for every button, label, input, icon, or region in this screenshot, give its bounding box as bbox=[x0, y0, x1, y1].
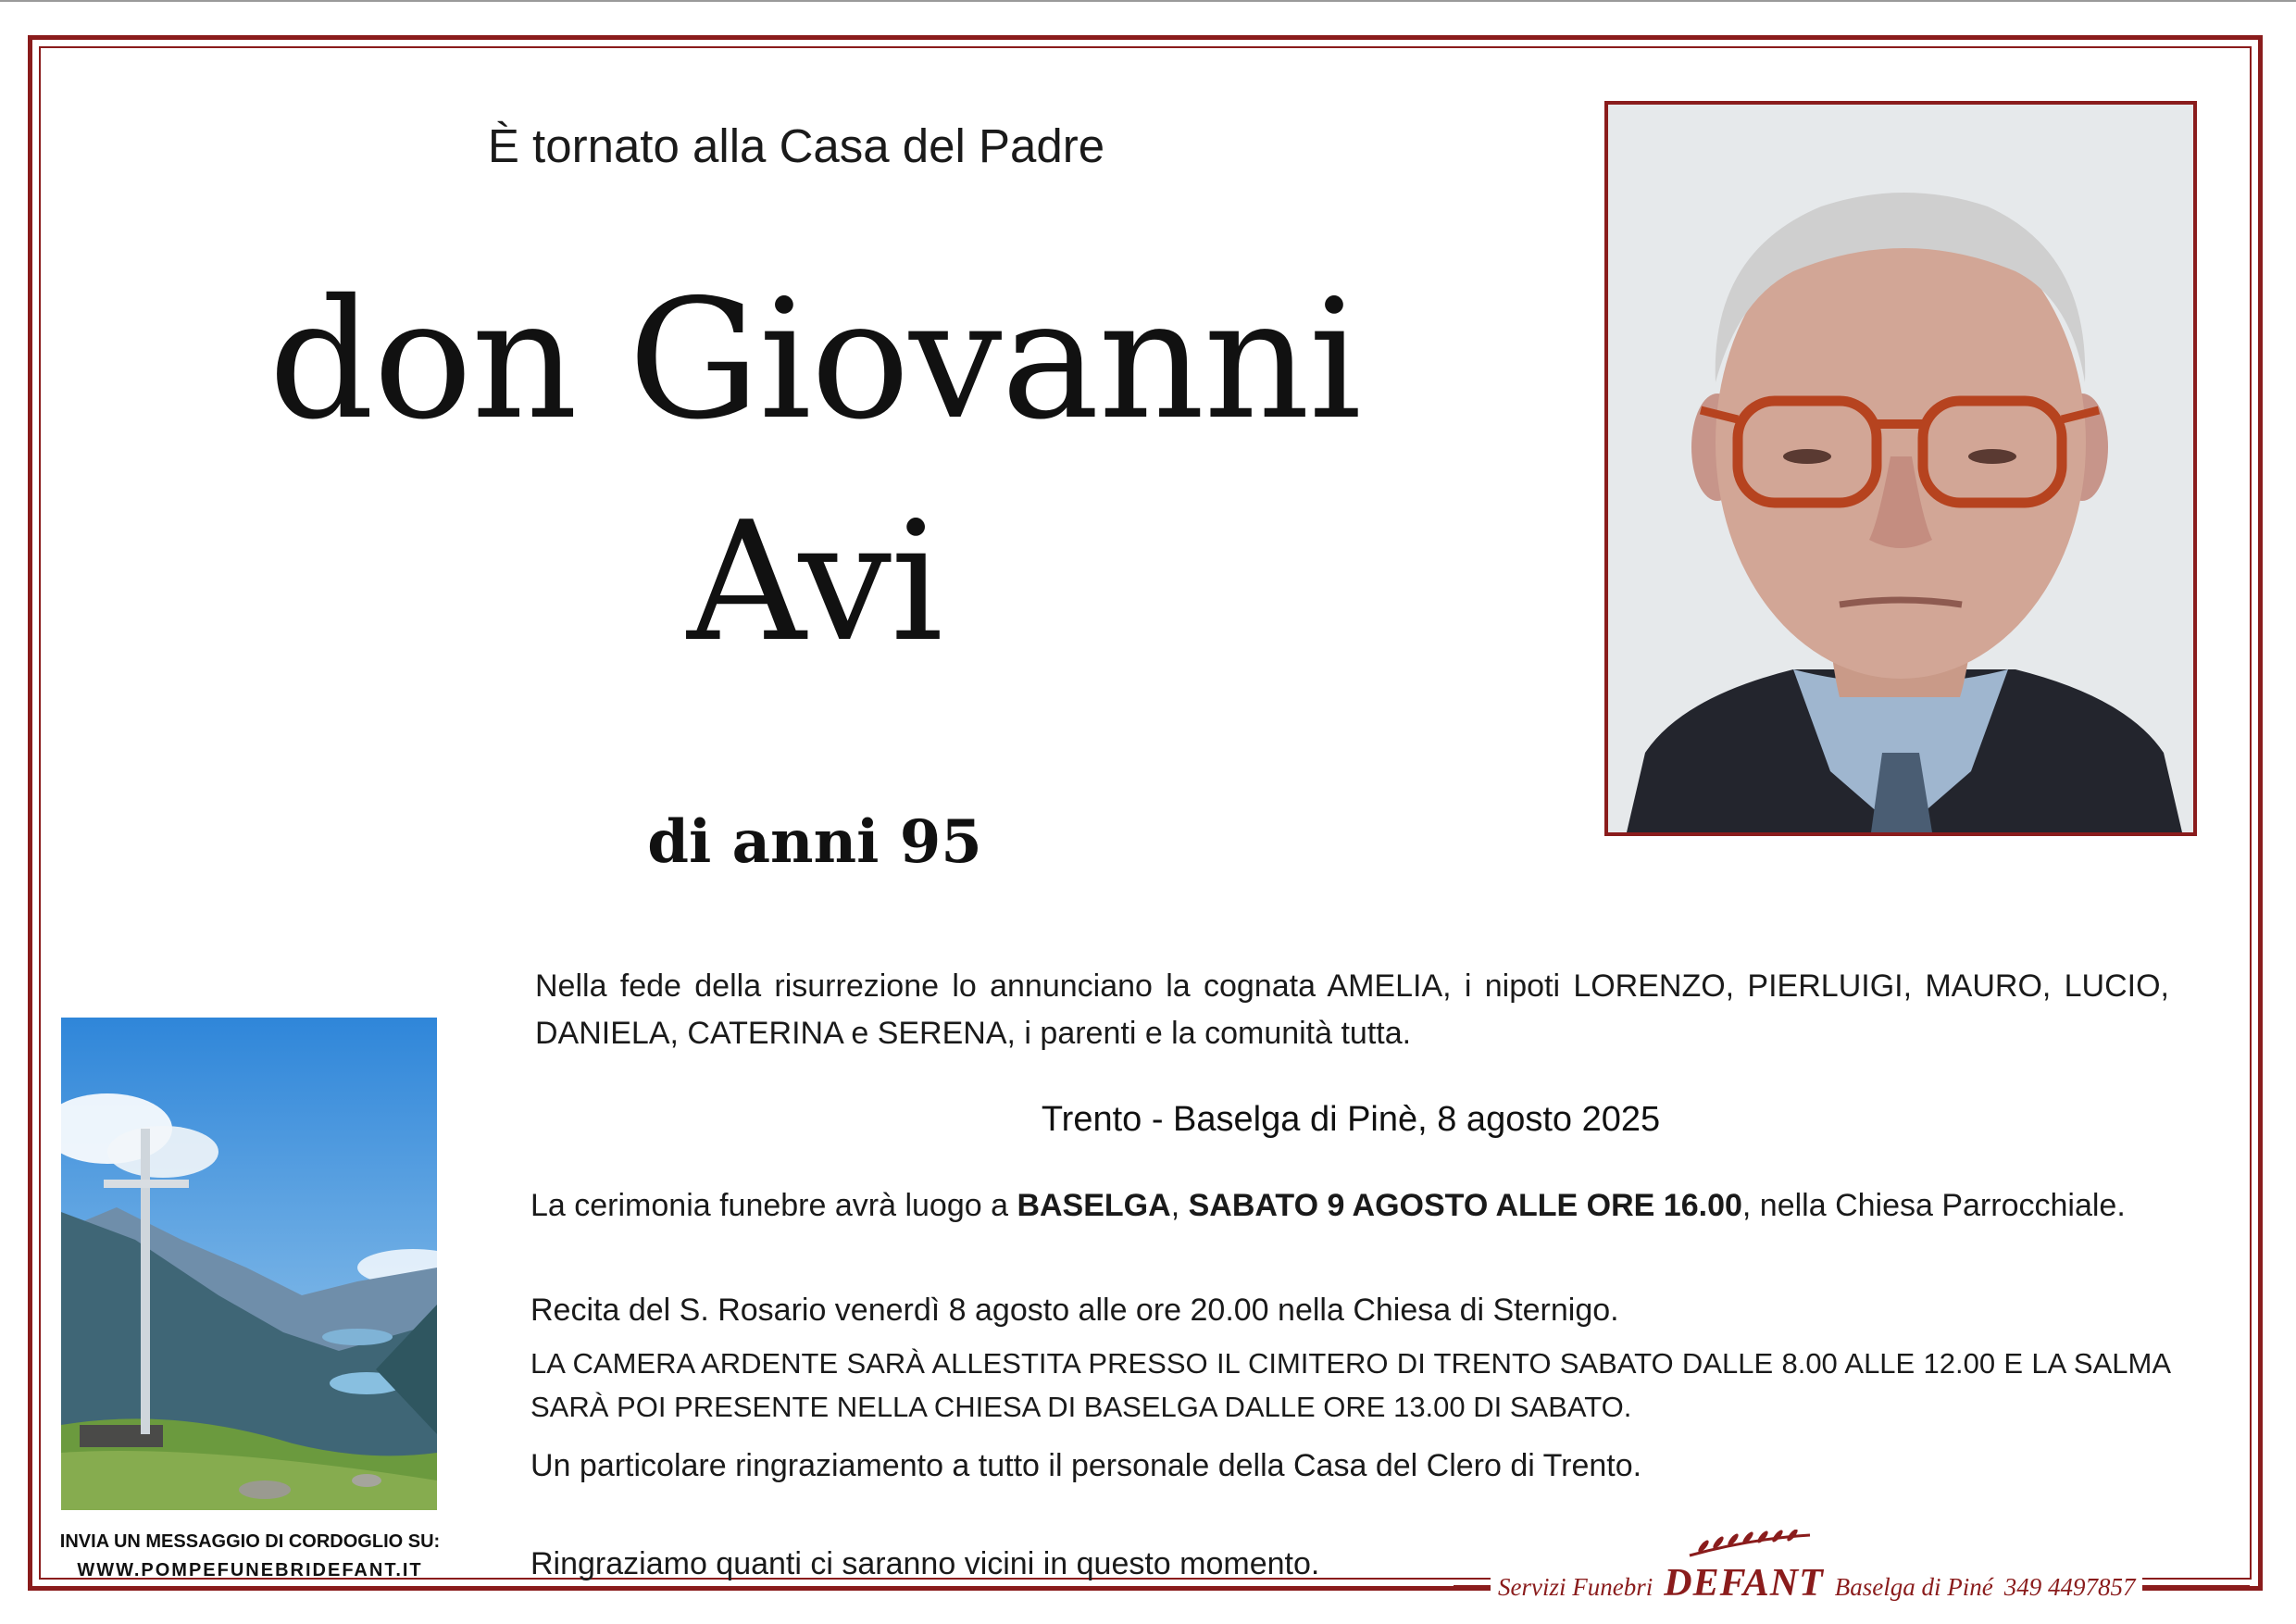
deceased-name-first: don Giovanni bbox=[268, 264, 1361, 456]
laurel-icon bbox=[1685, 1530, 1815, 1561]
ceremony-place: BASELGA bbox=[1017, 1188, 1171, 1223]
special-thanks-text: Un particolare ringraziamento a tutto il personale della Casa del Clero di Trento. bbox=[530, 1448, 1642, 1483]
headline: È tornato alla Casa del Padre bbox=[487, 119, 1105, 172]
camera-ardente-text: LA CAMERA ARDENTE SARÀ ALLESTITA PRESSO IL CIMITERO DI TRENTO SABATO DALLE 8.00 ALLE 12.00 E LA SALMA SARÀ POI PRESENTE NELLA CHIESA DI BASELGA DALLE ORE 13.00 DI SABATO. bbox=[530, 1347, 2171, 1423]
funeral-home-phone: 349 4497857 bbox=[2003, 1573, 2136, 1601]
closing-text: Ringraziamo quanti ci saranno vicini in questo momento. bbox=[530, 1546, 1320, 1581]
condolence-info bbox=[37, 1528, 463, 1585]
landscape-cross-photo bbox=[61, 1018, 437, 1510]
funeral-home-name: DEFANT bbox=[1664, 1562, 1824, 1605]
ceremony-text bbox=[530, 1182, 2171, 1230]
funeral-home-prefix: Servizi Funebri bbox=[1498, 1573, 1653, 1601]
funeral-home-location: Baselga di Piné bbox=[1834, 1573, 1993, 1601]
landscape-illustration bbox=[61, 1018, 437, 1510]
place-date: Trento - Baselga di Pinè, 8 agosto 2025 bbox=[1041, 1100, 1661, 1139]
condolence-url[interactable]: WWW.POMPEFUNEBRIDEFANT.IT bbox=[77, 1560, 423, 1580]
ceremony-prefix: La cerimonia funebre avrà luogo a bbox=[530, 1188, 1017, 1223]
portrait-illustration bbox=[1608, 105, 2193, 832]
funeral-home-branding bbox=[1491, 1561, 2142, 1605]
portrait-photo bbox=[1604, 101, 2197, 836]
ceremony-sep: , bbox=[1170, 1188, 1189, 1223]
rosary-text: Recita del S. Rosario venerdì 8 agosto alle ore 20.00 nella Chiesa di Sternigo. bbox=[530, 1293, 1619, 1328]
ceremony-when: SABATO 9 AGOSTO ALLE ORE 16.00 bbox=[1188, 1188, 1742, 1223]
deceased-age: di anni 95 bbox=[647, 807, 982, 877]
announcement-text: Nella fede della risurrezione lo annunciano la cognata AMELIA, i nipoti LORENZO, PIERLUIGI, MAURO, LUCIO, DANIELA, CATERINA e SERENA, i parenti e la comunità tutta. bbox=[535, 968, 2169, 1051]
condolence-label: INVIA UN MESSAGGIO DI CORDOGLIO SU: bbox=[59, 1531, 441, 1552]
deceased-last-name: Avi bbox=[687, 486, 942, 678]
top-rule bbox=[0, 0, 2296, 2]
ceremony-suffix: , nella Chiesa Parrocchiale. bbox=[1741, 1188, 2126, 1223]
